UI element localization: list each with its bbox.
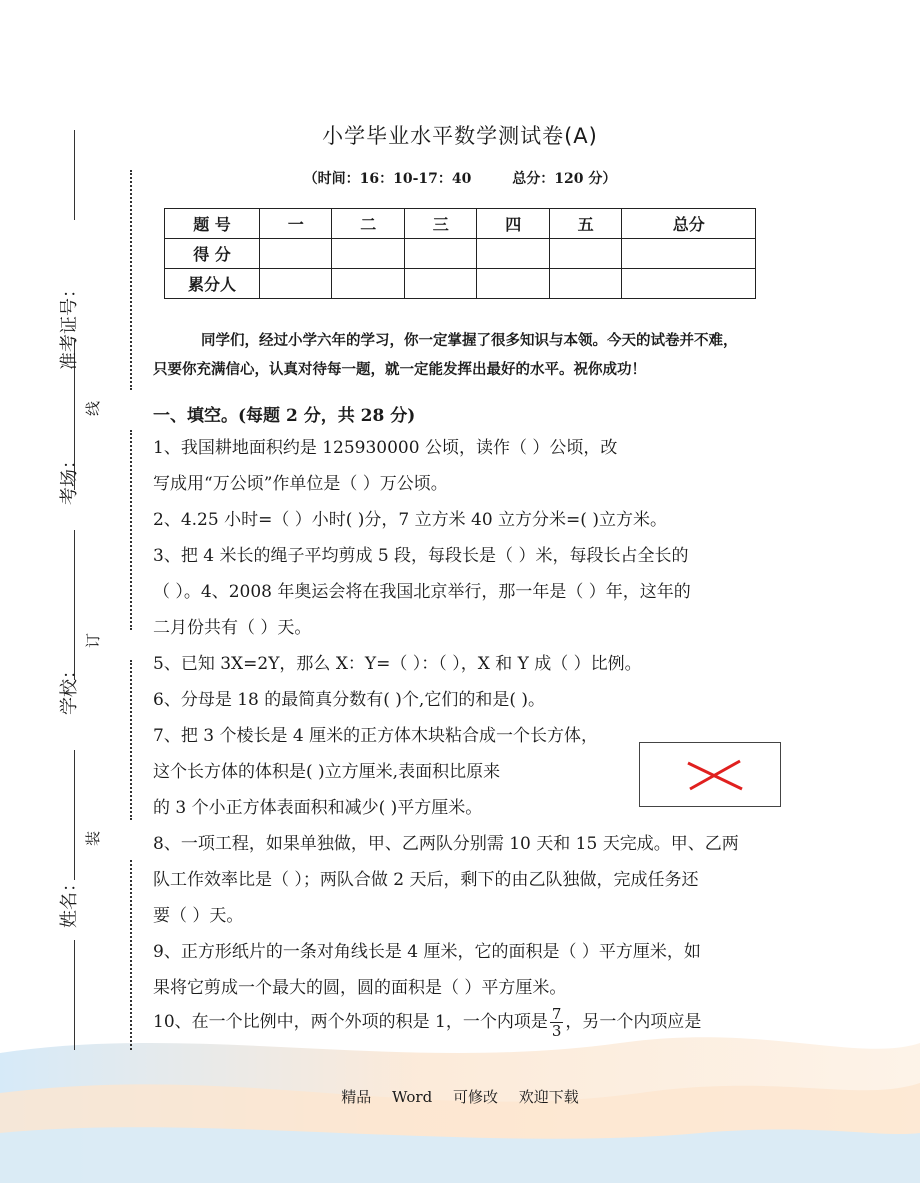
question-3-line-1: 3、把 4 米长的绳子平均剪成 5 段，每段长是（ ）米，每段长占全长的 bbox=[153, 546, 689, 566]
question-7-line-3: 的 3 个小正方体表面积和减少( )平方厘米。 bbox=[153, 798, 483, 818]
grader-cell bbox=[477, 269, 549, 299]
score-table bbox=[164, 208, 756, 299]
question-10-text-end: ，另一个内项应是 bbox=[565, 1012, 702, 1032]
question-1-line-1: 1、我国耕地面积约是 125930000 公顷，读作（ ）公顷，改 bbox=[153, 438, 618, 458]
grader-row bbox=[165, 269, 756, 299]
school-label: 学校： bbox=[59, 661, 80, 715]
score-table-header-row bbox=[165, 209, 756, 239]
question-9-line-1: 9、正方形纸片的一条对角线长是 4 厘米，它的面积是（ ）平方厘米，如 bbox=[153, 942, 701, 962]
sidebar-dotted-line bbox=[130, 860, 132, 1050]
question-8-line-3: 要（ ）天。 bbox=[153, 906, 244, 926]
table-header-cell: 总分 bbox=[622, 209, 756, 239]
question-2: 2、4.25 小时=（ ）小时( )分，7 立方米 40 立方分米=( )立方米。 bbox=[153, 510, 667, 530]
table-header-cell: 二 bbox=[332, 209, 404, 239]
score-cell bbox=[404, 239, 476, 269]
missing-image-placeholder bbox=[639, 742, 781, 807]
question-9-line-2: 果将它剪成一个最大的圆，圆的面积是（ ）平方厘米。 bbox=[153, 978, 567, 998]
exam-total-score: 总分：120 分） bbox=[512, 171, 617, 187]
question-8-line-1: 8、一项工程，如果单独做，甲、乙两队分别需 10 天和 15 天完成。甲、乙两 bbox=[153, 834, 739, 854]
footer-item: 可修改 bbox=[452, 1088, 498, 1106]
table-header-cell: 一 bbox=[260, 209, 332, 239]
question-3-line-3: 二月份共有（ ）天。 bbox=[153, 618, 312, 638]
footer-item: 精品 bbox=[341, 1088, 372, 1106]
intro-line-1: 同学们，经过小学六年的学习，你一定掌握了很多知识与本领。今天的试卷并不难， bbox=[201, 332, 738, 349]
fraction-seven-thirds bbox=[550, 1006, 564, 1039]
score-cell bbox=[477, 239, 549, 269]
section-1-heading: 一、填空。(每题 2 分，共 28 分) bbox=[153, 406, 416, 426]
question-6: 6、分母是 18 的最简真分数有( )个,它们的和是( )。 bbox=[153, 690, 545, 710]
intro-line-2: 只要你充满信心，认真对待每一题，就一定能发挥出最好的水平。祝你成功！ bbox=[153, 361, 646, 378]
score-row bbox=[165, 239, 756, 269]
table-header-cell: 五 bbox=[549, 209, 621, 239]
question-10 bbox=[153, 1006, 701, 1039]
binding-mark-line: 线 bbox=[84, 400, 102, 416]
table-header-cell: 题 号 bbox=[165, 209, 260, 239]
score-cell bbox=[549, 239, 621, 269]
score-cell bbox=[622, 239, 756, 269]
exam-room-label: 考场： bbox=[59, 451, 80, 505]
score-cell bbox=[332, 239, 404, 269]
grader-cell bbox=[404, 269, 476, 299]
footer-item: 欢迎下载 bbox=[518, 1088, 579, 1106]
question-7-line-1: 7、把 3 个棱长是 4 厘米的正方体木块粘合成一个长方体， bbox=[153, 726, 599, 746]
fraction-numerator: 7 bbox=[551, 1005, 562, 1023]
binding-mark-zhuang: 装 bbox=[84, 830, 102, 846]
grader-cell bbox=[622, 269, 756, 299]
intro-paragraph bbox=[153, 326, 793, 384]
binding-mark-ding: 订 bbox=[84, 632, 102, 648]
score-row-label: 得 分 bbox=[165, 239, 260, 269]
grader-cell bbox=[332, 269, 404, 299]
table-header-cell: 四 bbox=[477, 209, 549, 239]
grader-row-label: 累分人 bbox=[165, 269, 260, 299]
sidebar-line bbox=[74, 940, 75, 1050]
table-header-cell: 三 bbox=[404, 209, 476, 239]
exam-time: （时间：16：10-17：40 bbox=[303, 171, 472, 187]
question-1-line-2: 写成用“万公顷”作单位是（ ）万公顷。 bbox=[153, 474, 448, 494]
grader-cell bbox=[549, 269, 621, 299]
exam-subtitle bbox=[0, 168, 920, 188]
question-10-text: 10、在一个比例中，两个外项的积是 1，一个内项是 bbox=[153, 1012, 548, 1032]
question-8-line-2: 队工作效率比是（ ）；两队合做 2 天后，剩下的由乙队独做，完成任务还 bbox=[153, 870, 699, 890]
exam-number-label: 准考证号： bbox=[59, 280, 80, 370]
sidebar-dotted-line bbox=[130, 430, 132, 630]
grader-cell bbox=[260, 269, 332, 299]
page-title: 小学毕业水平数学测试卷(A) bbox=[322, 124, 598, 148]
page-footer bbox=[0, 1086, 920, 1107]
question-7-line-2: 这个长方体的体积是( )立方厘米,表面积比原来 bbox=[153, 762, 501, 782]
score-cell bbox=[260, 239, 332, 269]
question-3-line-2: （ ）。4、2008 年奥运会将在我国北京举行，那一年是（ ）年，这年的 bbox=[153, 582, 691, 602]
binding-sidebar bbox=[40, 130, 110, 1050]
question-5: 5、已知 3X=2Y，那么 X：Y=（ ）：（ ），X 和 Y 成（ ）比例。 bbox=[153, 654, 642, 674]
footer-item: Word bbox=[392, 1088, 433, 1106]
broken-image-icon bbox=[640, 743, 780, 806]
name-label: 姓名： bbox=[59, 874, 80, 928]
sidebar-line bbox=[74, 750, 75, 880]
sidebar-dotted-line bbox=[130, 170, 132, 390]
fraction-denominator: 3 bbox=[551, 1022, 562, 1040]
sidebar-line bbox=[74, 530, 75, 680]
sidebar-dotted-line bbox=[130, 660, 132, 820]
